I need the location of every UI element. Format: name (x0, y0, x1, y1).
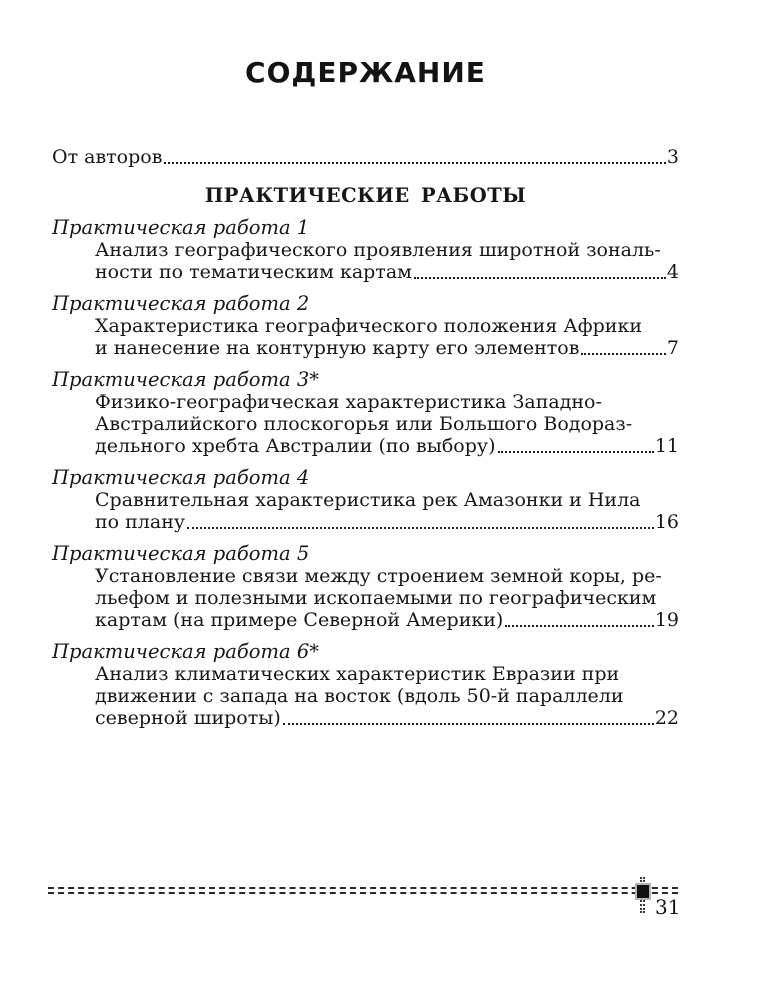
toc-entry (52, 216, 679, 283)
toc-entry-leader-row (95, 337, 679, 359)
toc-entry-page-number: 4 (666, 261, 679, 283)
dot-leader (414, 277, 666, 279)
front-matter-page-number: 3 (666, 146, 679, 168)
section-heading: ПРАКТИЧЕСКИЕ РАБОТЫ (204, 184, 527, 207)
dot-leader (581, 353, 665, 355)
dot-leader (164, 162, 666, 164)
toc-entry-line: и нанесение на контурную карту его элементов (95, 337, 580, 359)
toc-entry-title: Практическая работа 1 (52, 216, 310, 239)
toc-entry-body (52, 391, 679, 457)
page-title: СОДЕРЖАНИЕ (245, 56, 486, 89)
toc-entry-body (52, 565, 679, 631)
toc-entry-leader-row (95, 435, 679, 457)
toc-entry-line: Анализ географического проявления широтной зональ- (95, 239, 661, 261)
toc-entry-leader-row (95, 511, 679, 533)
toc-entry (52, 368, 679, 457)
toc-entry-line: Анализ климатических характеристик Евразии при (95, 663, 620, 685)
toc-entry-page-number: 7 (666, 337, 679, 359)
footer-double-dashed-rule (48, 887, 678, 894)
toc-content (52, 0, 679, 729)
toc-entry (52, 292, 679, 359)
dot-leader (283, 723, 654, 725)
page-footer-ornament (48, 877, 681, 923)
toc-front-matter-row (52, 146, 679, 168)
toc-entry-title: Практическая работа 3* (52, 368, 320, 391)
toc-entry-line: картам (на примере Северной Америки) (95, 609, 504, 631)
toc-entry-line: ности по тематическим картам (95, 261, 412, 283)
toc-entry-page-number: 16 (654, 511, 679, 533)
toc-entry-line: Физико-географическая характеристика Западно- (95, 391, 602, 413)
toc-entry-body (52, 663, 679, 729)
toc-entry-title: Практическая работа 5 (52, 542, 310, 565)
toc-entry-line: Характеристика географического положения Африки (95, 315, 642, 337)
page-number: 31 (655, 895, 681, 919)
toc-entry-leader-row (95, 261, 679, 283)
dot-leader (187, 527, 654, 529)
toc-entry-title: Практическая работа 4 (52, 466, 310, 489)
toc-entry-line: движении с запада на восток (вдоль 50-й параллели (95, 685, 624, 707)
toc-entry (52, 466, 679, 533)
toc-entry-body (52, 239, 679, 283)
toc-entry (52, 640, 679, 729)
toc-entry-title: Практическая работа 2 (52, 292, 310, 315)
toc-entry-line: по плану (95, 511, 186, 533)
toc-entry-page-number: 22 (654, 707, 679, 729)
toc-entry-body (52, 315, 679, 359)
toc-entry-title: Практическая работа 6* (52, 640, 320, 663)
toc-entry-line: Австралийского плоскогорья или Большого Водораз- (95, 413, 633, 435)
toc-entry-leader-row (95, 707, 679, 729)
toc-entry-line: льефом и полезными ископаемыми по географическим (95, 587, 657, 609)
toc-entry-line: Установление связи между строением земной коры, ре- (95, 565, 662, 587)
toc-entry-page-number: 11 (654, 435, 679, 457)
dot-leader (505, 625, 654, 627)
toc-entry-line: дельного хребта Австралии (по выбору) (95, 435, 496, 457)
toc-entry-page-number: 19 (654, 609, 679, 631)
dot-leader (498, 451, 654, 453)
toc-entry-line: Сравнительная характеристика рек Амазонки и Нила (95, 489, 641, 511)
toc-entry (52, 542, 679, 631)
footer-square-ornament (635, 883, 651, 900)
toc-entry-leader-row (95, 609, 679, 631)
toc-entry-body (52, 489, 679, 533)
toc-entry-line: северной широты) (95, 707, 281, 729)
front-matter-label: От авторов (52, 146, 163, 168)
